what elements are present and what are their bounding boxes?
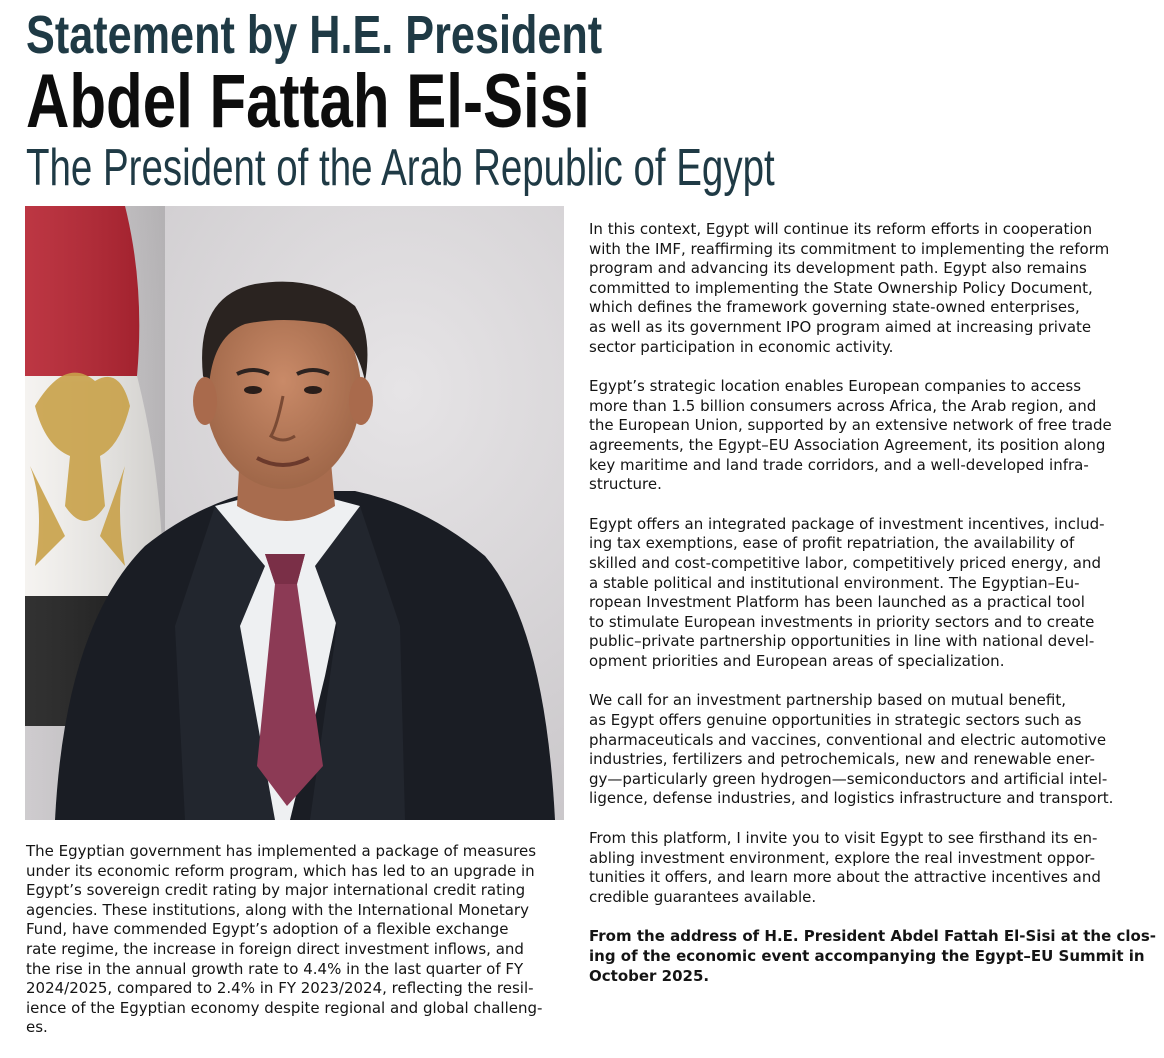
text-line: agreements, the Egypt–EU Association Agreement, its position along xyxy=(589,435,1106,454)
text-line: tunities it offers, and learn more about the attractive incentives and xyxy=(589,868,1101,887)
text-line: We call for an investment partnership based on mutual benefit, xyxy=(589,691,1066,710)
closing-attribution xyxy=(589,927,1156,986)
left-column-text xyxy=(26,842,586,1058)
text-line: October 2025. xyxy=(589,966,710,985)
text-line: Egypt’s sovereign credit rating by major international credit rating xyxy=(26,881,526,900)
text-line: opment priorities and European areas of specialization. xyxy=(589,651,1005,670)
text-line: Egypt offers an integrated package of investment incentives, includ- xyxy=(589,514,1105,533)
text-line: Fund, have commended Egypt’s adoption of a flexible exchange xyxy=(26,920,509,939)
paragraph-reform-program xyxy=(26,842,586,1038)
text-line: a stable political and institutional environment. The Egyptian–Eu- xyxy=(589,573,1080,592)
text-line: ing of the economic event accompanying the Egypt–EU Summit in xyxy=(589,947,1145,965)
text-line: the rise in the annual growth rate to 4.4% in the last quarter of FY xyxy=(26,959,524,978)
text-line: Egypt’s strategic location enables European companies to access xyxy=(589,377,1082,396)
text-line: skilled and cost-competitive labor, competitively priced energy, and xyxy=(589,553,1102,572)
text-line: credible guarantees available. xyxy=(589,887,817,906)
text-line: The Egyptian government has implemented a package of measures xyxy=(26,842,537,860)
title-statement-by: Statement by H.E. President xyxy=(26,5,603,65)
text-line: which defines the framework governing state-owned enterprises, xyxy=(589,298,1080,317)
text-line: committed to implementing the State Ownership Policy Document, xyxy=(589,278,1093,297)
text-line: as Egypt offers genuine opportunities in strategic sectors such as xyxy=(589,711,1082,730)
right-column-text xyxy=(589,220,1156,1006)
text-line: more than 1.5 billion consumers across Africa, the Arab region, and xyxy=(589,396,1097,415)
text-line: abling investment environment, explore the real investment oppor- xyxy=(589,848,1095,867)
paragraph xyxy=(589,377,1149,495)
text-line: key maritime and land trade corridors, and a well-developed infra- xyxy=(589,455,1089,474)
paragraph xyxy=(589,220,1149,357)
text-line: sector participation in economic activity. xyxy=(589,337,894,356)
title-president-name: Abdel Fattah El-Sisi xyxy=(26,59,590,144)
text-line: ropean Investment Platform has been launched as a practical tool xyxy=(589,593,1085,612)
text-line: gy—particularly green hydrogen—semiconductors and artificial intel- xyxy=(589,769,1108,788)
text-line: to stimulate European investments in priority sectors and to create xyxy=(589,612,1095,631)
text-line: es. xyxy=(26,1018,48,1037)
text-line: agencies. These institutions, along with the International Monetary xyxy=(26,900,529,919)
text-line: public–private partnership opportunities in line with national devel- xyxy=(589,632,1095,651)
text-line: program and advancing its development path. Egypt also remains xyxy=(589,259,1087,278)
title-president-role: The President of the Arab Republic of Egypt xyxy=(26,139,775,197)
text-line: industries, fertilizers and petrochemicals, new and renewable ener- xyxy=(589,750,1095,769)
paragraph xyxy=(589,691,1149,809)
text-line: rate regime, the increase in foreign direct investment inflows, and xyxy=(26,939,524,958)
text-line: with the IMF, reaffirming its commitment to implementing the reform xyxy=(589,239,1110,258)
text-line: ing tax exemptions, ease of profit repatriation, the availability of xyxy=(589,534,1075,553)
text-line: ience of the Egyptian economy despite regional and global challeng- xyxy=(26,998,543,1017)
text-line: structure. xyxy=(589,475,662,494)
president-portrait xyxy=(25,206,564,820)
text-line: From the address of H.E. President Abdel Fattah El-Sisi at the clos- xyxy=(589,927,1156,946)
paragraph xyxy=(589,515,1149,672)
text-line: 2024/2025, compared to 2.4% in FY 2023/2024, reflecting the resil- xyxy=(26,979,534,998)
paragraph xyxy=(589,829,1149,907)
text-line: From this platform, I invite you to visit Egypt to see firsthand its en- xyxy=(589,829,1098,848)
text-line: pharmaceuticals and vaccines, conventional and electric automotive xyxy=(589,730,1107,749)
text-line: as well as its government IPO program aimed at increasing private xyxy=(589,317,1092,336)
text-line: In this context, Egypt will continue its reform efforts in cooperation xyxy=(589,220,1093,238)
text-line: under its economic reform program, which has led to an upgrade in xyxy=(26,861,535,880)
text-line: ligence, defense industries, and logistics infrastructure and transport. xyxy=(589,789,1114,808)
text-line: the European Union, supported by an extensive network of free trade xyxy=(589,416,1112,435)
